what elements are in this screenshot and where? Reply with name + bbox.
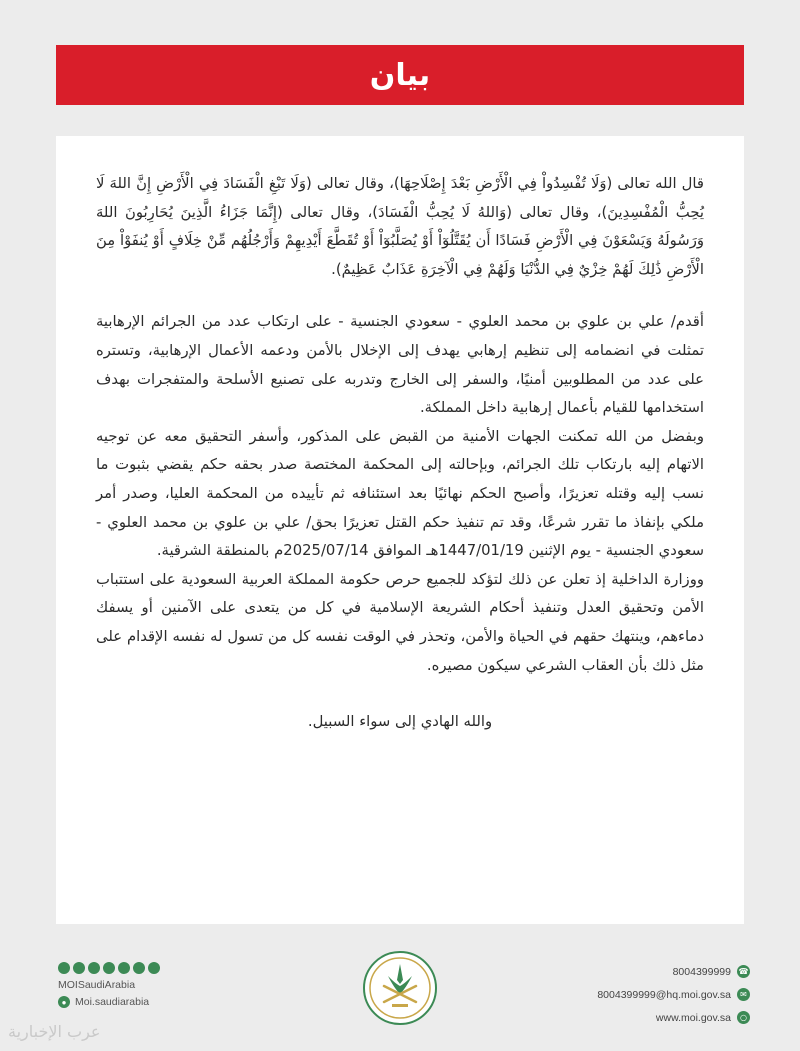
accusation-paragraph: أقدم/ علي بن علوي بن محمد العلوي - سعودي الجنسية - على ارتكاب عدد من الجرائم الإرهابية تمثلت في انضمامه إلى تنظيم إرهابي يهدف إلى الإخلال بالأمن ودعمه الأعمال الإرهابية، وتستره على عدد من المطلوبين أمنيًا، والسفر إلى الخارج وتدربه على تصنيع الأسلحة والمتفجرات بهدف استخدامها للقيام بأعمال إرهابية داخل المملكة. bbox=[96, 313, 704, 417]
snapchat-ghost-icon: ● bbox=[58, 996, 70, 1008]
facebook-icon[interactable] bbox=[88, 962, 100, 974]
closing-line: والله الهادي إلى سواء السبيل. bbox=[307, 713, 493, 731]
saudi-emblem-icon bbox=[362, 950, 438, 1026]
statement-card bbox=[56, 136, 744, 924]
contact-block bbox=[560, 962, 750, 1031]
tiktok-icon[interactable] bbox=[118, 962, 130, 974]
x-icon[interactable] bbox=[58, 962, 70, 974]
watermark-text: عرب الإخبارية bbox=[8, 1022, 101, 1041]
contact-website[interactable]: www.moi.gov.sa ○ bbox=[560, 1008, 750, 1027]
phone-icon: ☎ bbox=[738, 967, 749, 976]
telegram-icon[interactable] bbox=[148, 962, 160, 974]
handle-primary: MOISaudiArabia bbox=[58, 979, 136, 991]
globe-icon: ○ bbox=[737, 1011, 750, 1024]
email-icon: ✉ bbox=[737, 988, 750, 1001]
statement-title: بيان bbox=[369, 57, 431, 93]
footer bbox=[0, 940, 800, 1051]
ministry-paragraph: ووزارة الداخلية إذ تعلن عن ذلك لتؤكد للجميع حرص حكومة المملكة العربية السعودية على استتباب الأمن وتحقيق العدل وتنفيذ أحكام الشريعة الإسلامية في كل من يتعدى على الآمنين أو يسفك دماءهم، وينتهك حقهم في الحياة والأمن، وتحذر في الوقت نفسه كل من تسول له نفسه الإقدام على مثل ذلك بأن العقاب الشرعي سيكون مصيره. bbox=[96, 570, 704, 674]
quran-verses-paragraph: قال الله تعالى (وَلَا تُفْسِدُواْ فِي الْأَرْضِ بَعْدَ إِصْلَاحِهَا)، وقال تعالى (وَلَا تَبْغِ الْفَسَادَ فِي الْأَرْضِ إِنَّ اللهَ لَا يُحِبُّ الْمُفْسِدِينَ)، وقال تعالى (وَاللهُ لَا يُحِبُّ الْفَسَادَ)، وقال تعالى (إِنَّمَا جَزَاءُ الَّذِينَ يُحَارِبُونَ اللهَ وَرَسُولَهُ وَيَسْعَوْنَ فِي الْأَرْضِ فَسَادًا أَن يُقَتَّلُوٓاْ أَوْ يُصَلَّبُوٓاْ أَوْ تُقَطَّعَ أَيْدِيهِمْ وَأَرْجُلُهُم مِّنْ خِلَافٍ أَوْ يُنفَوْاْ مِنَ الْأَرْضِ ذَٰلِكَ لَهُمْ خِزْيٌ فِي الدُّنْيَا وَلَهُمْ فِي الْآخِرَةِ عَذَابٌ عَظِيمٌ). bbox=[96, 175, 704, 278]
handle-secondary: ● Moi.saudiarabia bbox=[58, 996, 238, 1008]
contact-phone[interactable]: 8004399999 ☎ bbox=[672, 965, 749, 978]
verdict-paragraph: وبفضل من الله تمكنت الجهات الأمنية من القبض على المذكور، وأسفر التحقيق معه عن توجيه الاتهام إليه بارتكاب تلك الجرائم، وبإحالته إلى المحكمة المختصة صدر بحقه حكم يقضي بثبوت ما نسب إليه وقتله تعزيرًا، وأصبح الحكم نهائيًا بعد استئنافه ثم تأييده من المحكمة العليا، وصدر أمر ملكي بإنفاذ ما تقرر شرعًا، وقد تم تنفيذ حكم القتل تعزيرًا بحق/ علي بن علوي بن محمد العلوي - سعودي الجنسية - يوم الإثنين 1447/01/19هـ الموافق 2025/07/14م بالمنطقة الشرقية. bbox=[96, 427, 704, 560]
contact-email[interactable]: 8004399999@hq.moi.gov.sa ✉ bbox=[560, 985, 750, 1004]
snapchat-icon[interactable] bbox=[73, 962, 85, 974]
social-block bbox=[58, 962, 238, 1008]
instagram-icon[interactable] bbox=[103, 962, 115, 974]
youtube-icon[interactable] bbox=[133, 962, 145, 974]
statement-title-bar bbox=[56, 45, 744, 105]
social-icons bbox=[58, 962, 238, 974]
